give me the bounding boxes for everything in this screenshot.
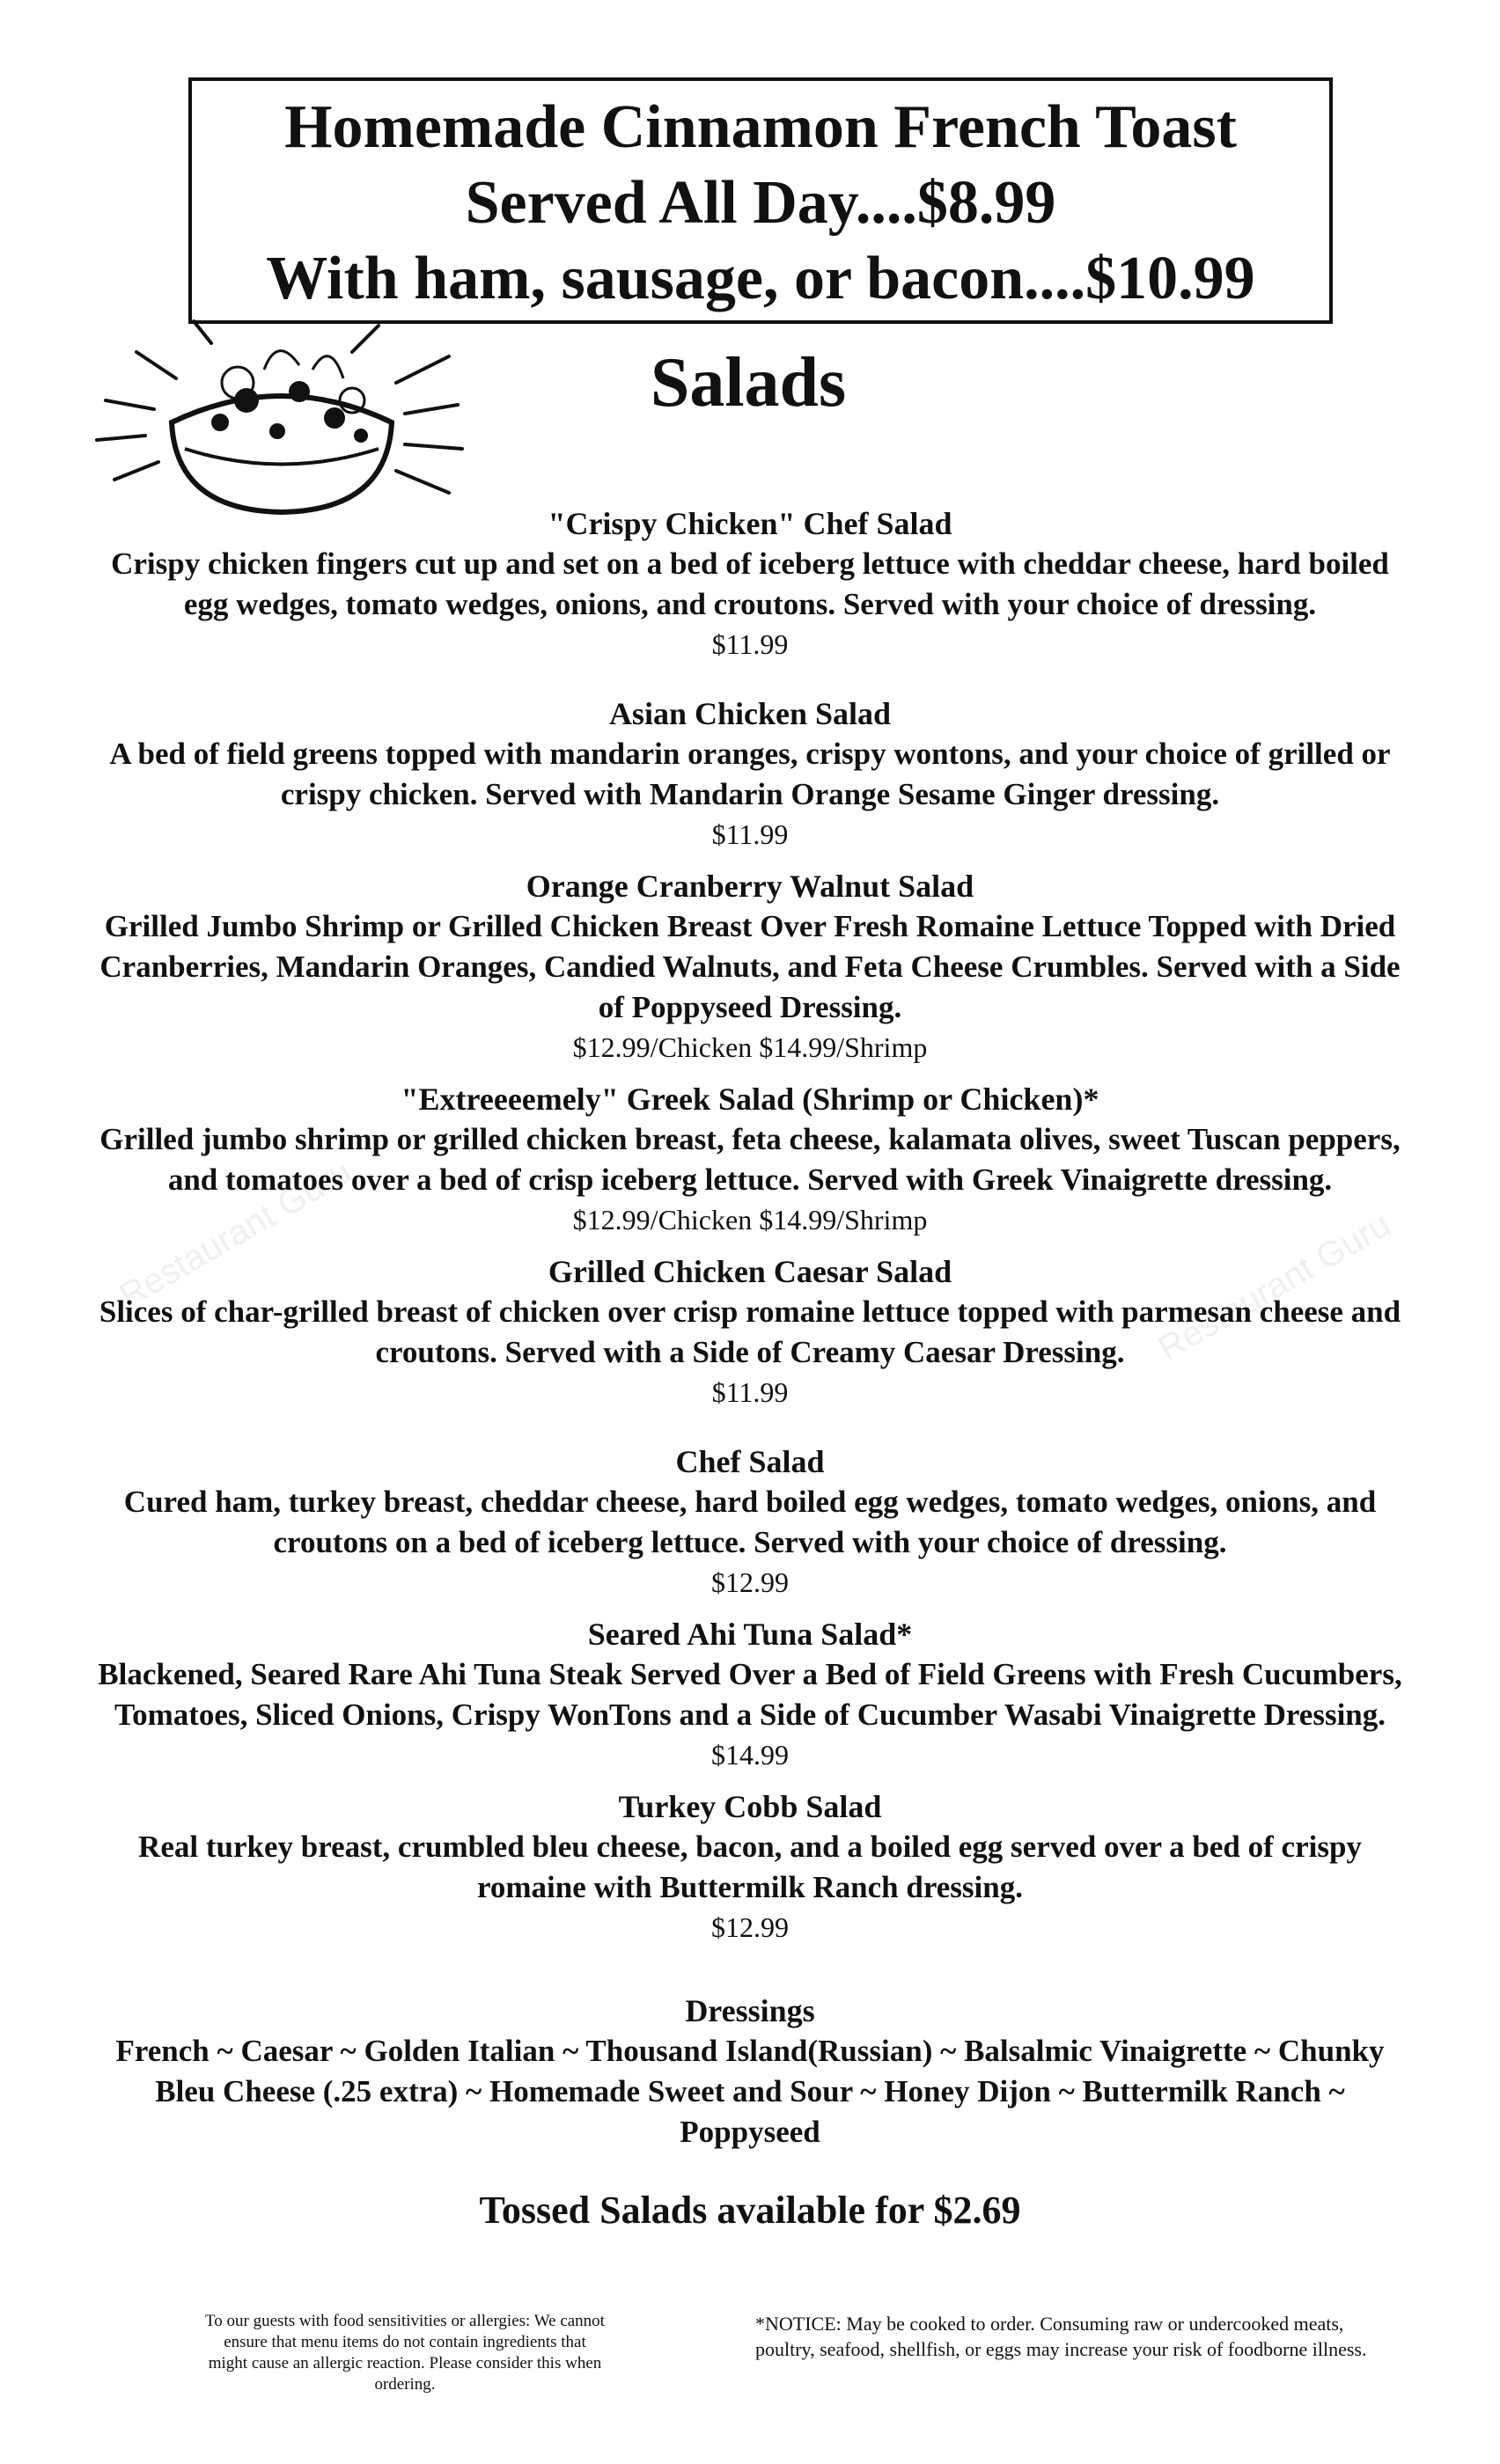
item-description: Grilled jumbo shrimp or grilled chicken breast, feta cheese, kalamata olives, sweet Tuscan peppers, and tomatoes over a bed of crisp iceberg lettuce. Served with Greek Vinaigrette dressing. xyxy=(99,1122,1401,1197)
item-name: Orange Cranberry Walnut Salad xyxy=(526,869,974,904)
item-name: Seared Ahi Tuna Salad* xyxy=(587,1617,913,1652)
watermark-text: Restaurant Guru xyxy=(1151,1205,1397,1369)
raw-food-notice: *NOTICE: May be cooked to order. Consuming raw or undercooked meats, poultry, seafood, shellfish, or eggs may increase your risk of foodborne illness. xyxy=(755,2313,1367,2360)
salad-list xyxy=(88,503,1412,2235)
salad-bowl-icon xyxy=(88,317,475,519)
banner-line-3: With ham, sausage, or bacon....$10.99 xyxy=(266,245,1255,312)
item-name: "Extreeeemely" Greek Salad (Shrimp or Chicken)* xyxy=(401,1082,1099,1117)
menu-item xyxy=(88,1079,1412,1239)
item-description: Blackened, Seared Rare Ahi Tuna Steak Served Over a Bed of Field Greens with Fresh Cucumbers, Tomatoes, Sliced Onions, Crispy WonTons and a Side of Cucumber Wasabi Vinaigrette Dressing. xyxy=(98,1657,1402,1732)
item-price: $11.99 xyxy=(711,628,789,660)
item-name: Chef Salad xyxy=(675,1444,825,1479)
allergy-notice: To our guests with food sensitivities or allergies: We cannot ensure that menu items do not contain ingredients that might cause an allergic reaction. Please consider this when ordering. xyxy=(205,2312,605,2394)
item-description: Real turkey breast, crumbled bleu cheese, bacon, and a boiled egg served over a bed of crispy romaine with Buttermilk Ranch dressing. xyxy=(138,1830,1362,1904)
watermark-text: Restaurant Guru xyxy=(113,1152,358,1316)
menu-item xyxy=(88,1614,1412,1774)
menu-item xyxy=(88,503,1412,664)
banner-line-1: Homemade Cinnamon French Toast xyxy=(284,93,1237,161)
tossed-salads-note: Tossed Salads available for $2.69 xyxy=(479,2189,1021,2232)
item-name: Asian Chicken Salad xyxy=(608,696,892,731)
menu-item xyxy=(88,1441,1412,1602)
menu-item xyxy=(88,1786,1412,1947)
item-price: $11.99 xyxy=(711,1376,789,1408)
dressings-section xyxy=(88,1991,1412,2152)
dressings-title: Dressings xyxy=(685,1993,815,2028)
section-title-salads: Salads xyxy=(650,344,847,422)
french-toast-banner xyxy=(188,77,1333,324)
menu-item xyxy=(88,1251,1412,1412)
item-description: Cured ham, turkey breast, cheddar cheese, hard boiled egg wedges, tomato wedges, onions, and croutons on a bed of iceberg lettuce. Served with your choice of dressing. xyxy=(123,1485,1377,1559)
item-price: $14.99 xyxy=(711,1739,789,1771)
item-name: Grilled Chicken Caesar Salad xyxy=(548,1254,952,1289)
menu-item xyxy=(88,693,1412,854)
item-name: Turkey Cobb Salad xyxy=(618,1789,882,1824)
item-description: Grilled Jumbo Shrimp or Grilled Chicken Breast Over Fresh Romaine Lettuce Topped with Dried Cranberries, Mandarin Oranges, Candied Walnuts, and Feta Cheese Crumbles. Served with a Side of Poppyseed Dressing. xyxy=(99,909,1401,1024)
item-description: Slices of char-grilled breast of chicken over crisp romaine lettuce topped with parmesan cheese and croutons. Served with a Side of Creamy Caesar Dressing. xyxy=(99,1294,1401,1369)
item-price: $12.99 xyxy=(711,1911,789,1943)
banner-line-2: Served All Day....$8.99 xyxy=(465,169,1056,237)
dressings-list: French ~ Caesar ~ Golden Italian ~ Thousand Island(Russian) ~ Balsalmic Vinaigrette ~ Chunky Bleu Cheese (.25 extra) ~ Homemade Sweet and Sour ~ Honey Dijon ~ Buttermilk Ranch ~ Poppyseed xyxy=(115,2034,1385,2149)
item-description: Crispy chicken fingers cut up and set on a bed of iceberg lettuce with cheddar cheese, hard boiled egg wedges, tomato wedges, onions, and croutons. Served with your choice of dressing. xyxy=(111,546,1389,621)
item-price: $12.99/Chicken $14.99/Shrimp xyxy=(572,1204,928,1236)
item-price: $12.99 xyxy=(711,1566,789,1598)
item-price: $12.99/Chicken $14.99/Shrimp xyxy=(572,1031,928,1063)
item-price: $11.99 xyxy=(711,818,789,850)
item-name: "Crispy Chicken" Chef Salad xyxy=(548,506,952,541)
menu-item xyxy=(88,866,1412,1067)
item-description: A bed of field greens topped with mandarin oranges, crispy wontons, and your choice of grilled or crispy chicken. Served with Mandarin Orange Sesame Ginger dressing. xyxy=(109,737,1391,811)
